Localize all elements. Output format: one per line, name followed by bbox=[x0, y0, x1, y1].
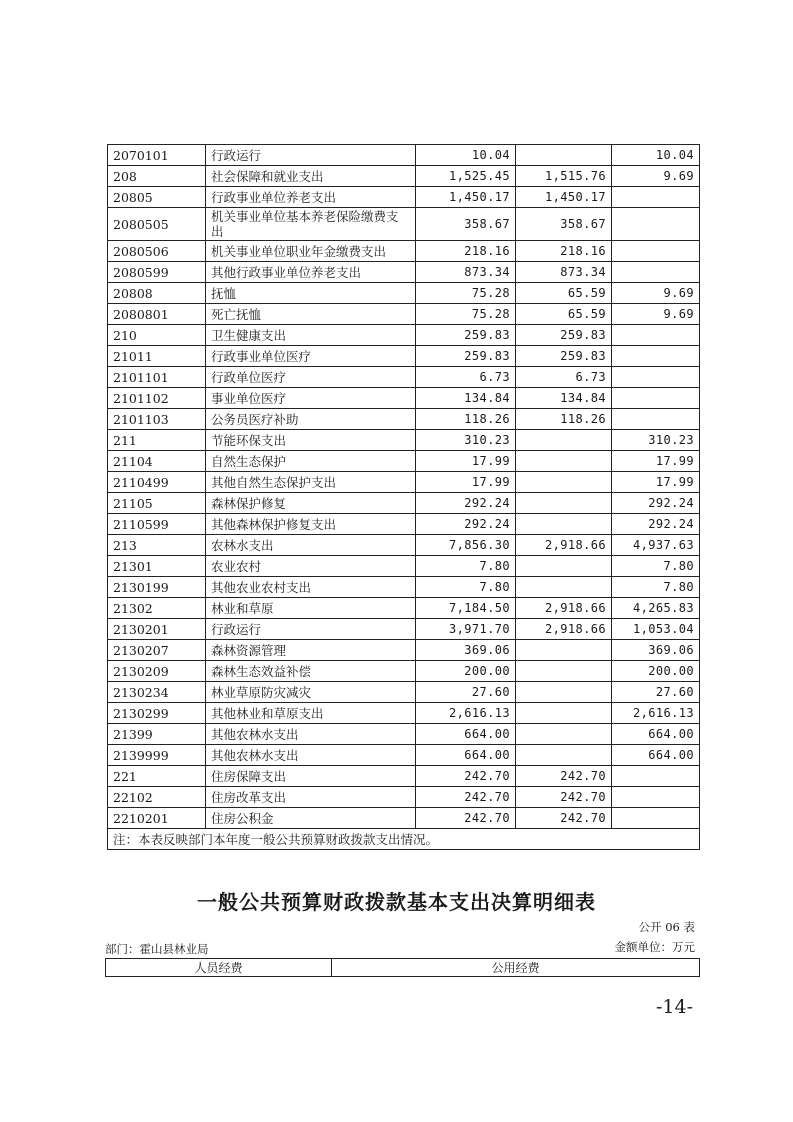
total-cell: 10.04 bbox=[416, 145, 516, 166]
code-cell: 2130207 bbox=[108, 640, 206, 661]
name-cell: 森林保护修复 bbox=[206, 493, 416, 514]
name-cell: 行政单位医疗 bbox=[206, 367, 416, 388]
name-cell: 其他自然生态保护支出 bbox=[206, 472, 416, 493]
expenditure-table-body bbox=[108, 145, 700, 850]
code-cell: 2101102 bbox=[108, 388, 206, 409]
basic-expenditure-cell bbox=[516, 514, 612, 535]
section-title: 一般公共预算财政拨款基本支出决算明细表 bbox=[197, 890, 596, 914]
total-cell: 3,971.70 bbox=[416, 619, 516, 640]
basic-expenditure-cell bbox=[516, 451, 612, 472]
name-cell: 其他农业农村支出 bbox=[206, 577, 416, 598]
name-cell: 自然生态保护 bbox=[206, 451, 416, 472]
project-expenditure-cell bbox=[612, 262, 700, 283]
name-cell: 机关事业单位职业年金缴费支出 bbox=[206, 241, 416, 262]
name-cell: 抚恤 bbox=[206, 283, 416, 304]
basic-expenditure-cell: 134.84 bbox=[516, 388, 612, 409]
project-expenditure-cell: 27.60 bbox=[612, 682, 700, 703]
code-cell: 2080801 bbox=[108, 304, 206, 325]
table-row bbox=[108, 166, 700, 187]
basic-expenditure-cell bbox=[516, 577, 612, 598]
basic-expenditure-header-table bbox=[105, 958, 700, 977]
name-cell: 机关事业单位基本养老保险缴费支出 bbox=[206, 208, 416, 241]
table-row bbox=[108, 787, 700, 808]
name-cell: 死亡抚恤 bbox=[206, 304, 416, 325]
table-row bbox=[108, 808, 700, 829]
name-cell: 节能环保支出 bbox=[206, 430, 416, 451]
basic-expenditure-cell: 242.70 bbox=[516, 808, 612, 829]
basic-expenditure-cell bbox=[516, 145, 612, 166]
basic-expenditure-cell: 259.83 bbox=[516, 325, 612, 346]
code-cell: 2080599 bbox=[108, 262, 206, 283]
project-expenditure-cell: 17.99 bbox=[612, 451, 700, 472]
page-number: -14- bbox=[655, 996, 693, 1018]
code-cell: 208 bbox=[108, 166, 206, 187]
basic-expenditure-cell: 65.59 bbox=[516, 304, 612, 325]
code-cell: 22102 bbox=[108, 787, 206, 808]
total-cell: 664.00 bbox=[416, 724, 516, 745]
table-row bbox=[108, 661, 700, 682]
code-cell: 2130199 bbox=[108, 577, 206, 598]
table-row bbox=[108, 208, 700, 241]
project-expenditure-cell: 9.69 bbox=[612, 283, 700, 304]
name-cell: 农业农村 bbox=[206, 556, 416, 577]
name-cell: 其他农林水支出 bbox=[206, 745, 416, 766]
code-cell: 2110599 bbox=[108, 514, 206, 535]
code-cell: 21011 bbox=[108, 346, 206, 367]
total-cell: 7.80 bbox=[416, 577, 516, 598]
project-expenditure-cell: 369.06 bbox=[612, 640, 700, 661]
name-cell: 公务员医疗补助 bbox=[206, 409, 416, 430]
total-cell: 358.67 bbox=[416, 208, 516, 241]
name-cell: 林业和草原 bbox=[206, 598, 416, 619]
total-cell: 134.84 bbox=[416, 388, 516, 409]
total-cell: 1,525.45 bbox=[416, 166, 516, 187]
basic-expenditure-cell bbox=[516, 724, 612, 745]
table-row bbox=[108, 577, 700, 598]
total-cell: 310.23 bbox=[416, 430, 516, 451]
name-cell: 卫生健康支出 bbox=[206, 325, 416, 346]
code-cell: 210 bbox=[108, 325, 206, 346]
name-cell: 其他行政事业单位养老支出 bbox=[206, 262, 416, 283]
basic-expenditure-cell: 242.70 bbox=[516, 766, 612, 787]
name-cell: 社会保障和就业支出 bbox=[206, 166, 416, 187]
table-row bbox=[108, 430, 700, 451]
code-cell: 21104 bbox=[108, 451, 206, 472]
basic-expenditure-cell: 118.26 bbox=[516, 409, 612, 430]
code-cell: 2080506 bbox=[108, 241, 206, 262]
code-cell: 2070101 bbox=[108, 145, 206, 166]
table-row bbox=[108, 766, 700, 787]
total-cell: 259.83 bbox=[416, 346, 516, 367]
table-row bbox=[108, 145, 700, 166]
code-cell: 21399 bbox=[108, 724, 206, 745]
basic-expenditure-cell: 242.70 bbox=[516, 787, 612, 808]
basic-expenditure-cell: 6.73 bbox=[516, 367, 612, 388]
basic-expenditure-cell bbox=[516, 430, 612, 451]
name-cell: 行政运行 bbox=[206, 619, 416, 640]
project-expenditure-cell bbox=[612, 409, 700, 430]
project-expenditure-cell: 664.00 bbox=[612, 724, 700, 745]
code-cell: 2101103 bbox=[108, 409, 206, 430]
table-row bbox=[108, 493, 700, 514]
basic-expenditure-cell: 218.16 bbox=[516, 241, 612, 262]
total-cell: 242.70 bbox=[416, 808, 516, 829]
project-expenditure-cell bbox=[612, 367, 700, 388]
name-cell: 其他林业和草原支出 bbox=[206, 703, 416, 724]
total-cell: 2,616.13 bbox=[416, 703, 516, 724]
total-cell: 242.70 bbox=[416, 787, 516, 808]
total-cell: 17.99 bbox=[416, 451, 516, 472]
code-cell: 2130299 bbox=[108, 703, 206, 724]
project-expenditure-cell: 2,616.13 bbox=[612, 703, 700, 724]
table-row bbox=[108, 367, 700, 388]
basic-expenditure-cell: 1,515.76 bbox=[516, 166, 612, 187]
header-personnel-expenses: 人员经费 bbox=[106, 959, 332, 977]
name-cell: 农林水支出 bbox=[206, 535, 416, 556]
total-cell: 75.28 bbox=[416, 283, 516, 304]
code-cell: 21301 bbox=[108, 556, 206, 577]
project-expenditure-cell: 7.80 bbox=[612, 556, 700, 577]
table-row bbox=[108, 451, 700, 472]
code-cell: 221 bbox=[108, 766, 206, 787]
project-expenditure-cell: 292.24 bbox=[612, 493, 700, 514]
code-cell: 213 bbox=[108, 535, 206, 556]
total-cell: 75.28 bbox=[416, 304, 516, 325]
code-cell: 21105 bbox=[108, 493, 206, 514]
department-label: 部门：霍山县林业局 bbox=[105, 942, 209, 956]
total-cell: 218.16 bbox=[416, 241, 516, 262]
basic-expenditure-cell bbox=[516, 640, 612, 661]
code-cell: 2101101 bbox=[108, 367, 206, 388]
note-row bbox=[108, 829, 700, 850]
code-cell: 20805 bbox=[108, 187, 206, 208]
project-expenditure-cell bbox=[612, 346, 700, 367]
table-row bbox=[108, 409, 700, 430]
project-expenditure-cell: 9.69 bbox=[612, 304, 700, 325]
code-cell: 211 bbox=[108, 430, 206, 451]
table-row bbox=[108, 535, 700, 556]
table-row bbox=[108, 703, 700, 724]
project-expenditure-cell bbox=[612, 766, 700, 787]
project-expenditure-cell bbox=[612, 787, 700, 808]
basic-expenditure-cell: 65.59 bbox=[516, 283, 612, 304]
project-expenditure-cell: 310.23 bbox=[612, 430, 700, 451]
table-row bbox=[108, 745, 700, 766]
basic-expenditure-cell: 873.34 bbox=[516, 262, 612, 283]
basic-expenditure-cell: 1,450.17 bbox=[516, 187, 612, 208]
header-public-expenses: 公用经费 bbox=[332, 959, 700, 977]
name-cell: 行政事业单位医疗 bbox=[206, 346, 416, 367]
code-cell: 2130201 bbox=[108, 619, 206, 640]
table-note: 注：本表反映部门本年度一般公共预算财政拨款支出情况。 bbox=[108, 829, 700, 850]
basic-expenditure-cell bbox=[516, 682, 612, 703]
expenditure-table bbox=[107, 144, 700, 850]
table-row bbox=[108, 187, 700, 208]
project-expenditure-cell: 664.00 bbox=[612, 745, 700, 766]
header-row bbox=[106, 959, 700, 977]
project-expenditure-cell bbox=[612, 241, 700, 262]
amount-unit-label: 金额单位：万元 bbox=[614, 940, 695, 954]
code-cell: 2139999 bbox=[108, 745, 206, 766]
basic-expenditure-cell bbox=[516, 493, 612, 514]
project-expenditure-cell bbox=[612, 808, 700, 829]
basic-expenditure-cell: 2,918.66 bbox=[516, 598, 612, 619]
table-row bbox=[108, 598, 700, 619]
basic-expenditure-cell: 2,918.66 bbox=[516, 535, 612, 556]
name-cell: 森林生态效益补偿 bbox=[206, 661, 416, 682]
basic-expenditure-cell: 358.67 bbox=[516, 208, 612, 241]
name-cell: 其他农林水支出 bbox=[206, 724, 416, 745]
project-expenditure-cell: 4,265.83 bbox=[612, 598, 700, 619]
basic-expenditure-cell bbox=[516, 703, 612, 724]
total-cell: 292.24 bbox=[416, 493, 516, 514]
total-cell: 242.70 bbox=[416, 766, 516, 787]
basic-expenditure-cell: 2,918.66 bbox=[516, 619, 612, 640]
basic-expenditure-cell bbox=[516, 745, 612, 766]
name-cell: 其他森林保护修复支出 bbox=[206, 514, 416, 535]
project-expenditure-cell: 7.80 bbox=[612, 577, 700, 598]
project-expenditure-cell bbox=[612, 388, 700, 409]
table-row bbox=[108, 283, 700, 304]
table-row bbox=[108, 304, 700, 325]
code-cell: 2080505 bbox=[108, 208, 206, 241]
table-row bbox=[108, 346, 700, 367]
project-expenditure-cell: 17.99 bbox=[612, 472, 700, 493]
total-cell: 27.60 bbox=[416, 682, 516, 703]
code-cell: 2110499 bbox=[108, 472, 206, 493]
code-cell: 2130234 bbox=[108, 682, 206, 703]
basic-expenditure-cell bbox=[516, 472, 612, 493]
project-expenditure-cell: 4,937.63 bbox=[612, 535, 700, 556]
table-row bbox=[108, 556, 700, 577]
total-cell: 200.00 bbox=[416, 661, 516, 682]
project-expenditure-cell bbox=[612, 187, 700, 208]
project-expenditure-cell bbox=[612, 325, 700, 346]
code-cell: 2130209 bbox=[108, 661, 206, 682]
total-cell: 369.06 bbox=[416, 640, 516, 661]
name-cell: 住房保障支出 bbox=[206, 766, 416, 787]
project-expenditure-cell: 292.24 bbox=[612, 514, 700, 535]
name-cell: 森林资源管理 bbox=[206, 640, 416, 661]
total-cell: 292.24 bbox=[416, 514, 516, 535]
table-row bbox=[108, 241, 700, 262]
project-expenditure-cell: 1,053.04 bbox=[612, 619, 700, 640]
code-cell: 21302 bbox=[108, 598, 206, 619]
table-row bbox=[108, 472, 700, 493]
table-row bbox=[108, 682, 700, 703]
name-cell: 住房改革支出 bbox=[206, 787, 416, 808]
name-cell: 行政运行 bbox=[206, 145, 416, 166]
total-cell: 259.83 bbox=[416, 325, 516, 346]
table-row bbox=[108, 262, 700, 283]
name-cell: 事业单位医疗 bbox=[206, 388, 416, 409]
total-cell: 118.26 bbox=[416, 409, 516, 430]
project-expenditure-cell: 9.69 bbox=[612, 166, 700, 187]
table-row bbox=[108, 514, 700, 535]
table-row bbox=[108, 325, 700, 346]
project-expenditure-cell: 200.00 bbox=[612, 661, 700, 682]
table-row bbox=[108, 388, 700, 409]
name-cell: 行政事业单位养老支出 bbox=[206, 187, 416, 208]
name-cell: 林业草原防灾减灾 bbox=[206, 682, 416, 703]
total-cell: 873.34 bbox=[416, 262, 516, 283]
total-cell: 1,450.17 bbox=[416, 187, 516, 208]
table-row bbox=[108, 640, 700, 661]
total-cell: 7.80 bbox=[416, 556, 516, 577]
basic-expenditure-cell: 259.83 bbox=[516, 346, 612, 367]
project-expenditure-cell bbox=[612, 208, 700, 241]
table-number: 公开 06 表 bbox=[638, 920, 695, 934]
total-cell: 664.00 bbox=[416, 745, 516, 766]
basic-expenditure-cell bbox=[516, 556, 612, 577]
name-cell: 住房公积金 bbox=[206, 808, 416, 829]
table-row bbox=[108, 724, 700, 745]
total-cell: 7,184.50 bbox=[416, 598, 516, 619]
total-cell: 7,856.30 bbox=[416, 535, 516, 556]
basic-expenditure-cell bbox=[516, 661, 612, 682]
total-cell: 6.73 bbox=[416, 367, 516, 388]
table-row bbox=[108, 619, 700, 640]
code-cell: 2210201 bbox=[108, 808, 206, 829]
total-cell: 17.99 bbox=[416, 472, 516, 493]
code-cell: 20808 bbox=[108, 283, 206, 304]
project-expenditure-cell: 10.04 bbox=[612, 145, 700, 166]
